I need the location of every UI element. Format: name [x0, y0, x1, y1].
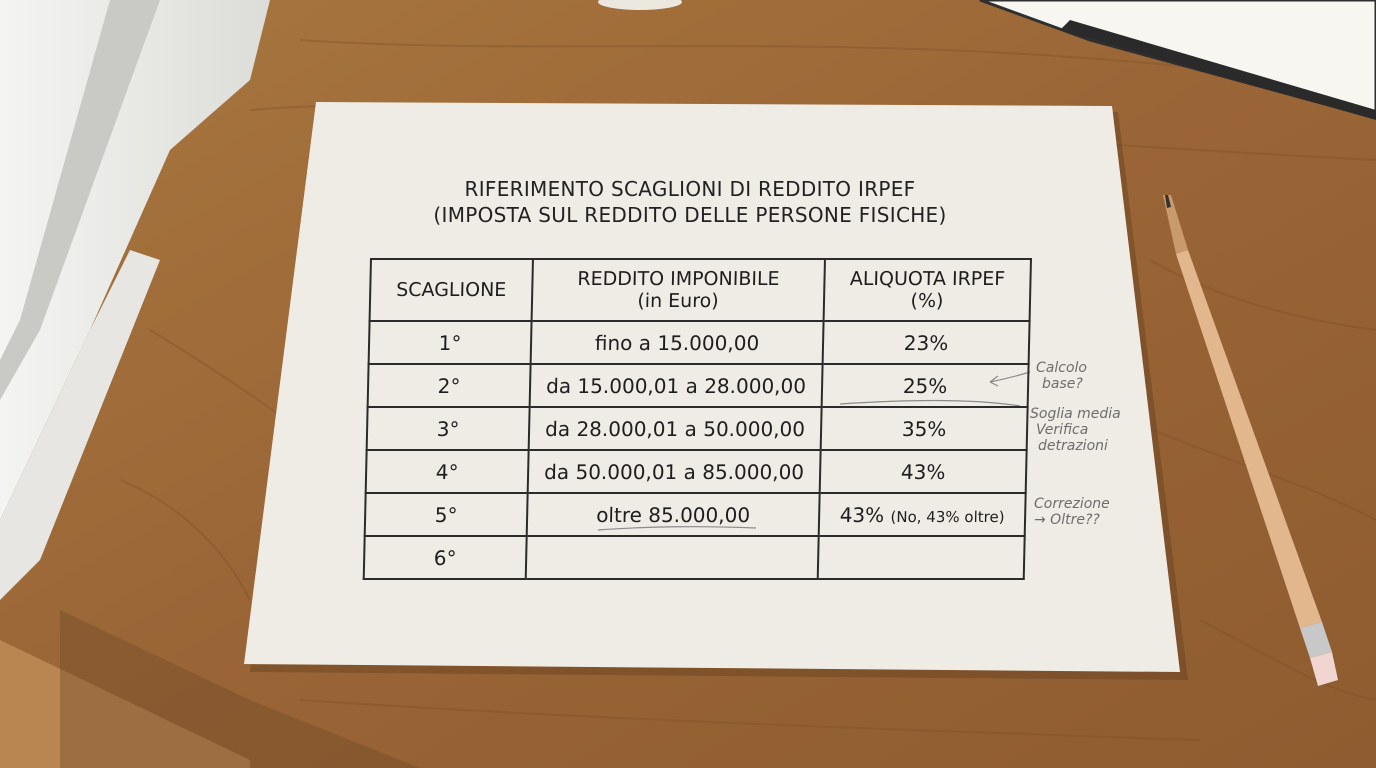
cell-aliquota: 23% [823, 321, 1030, 364]
cell-reddito: da 15.000,01 a 28.000,00 [530, 364, 823, 407]
cell-reddito: fino a 15.000,00 [531, 321, 824, 364]
header-scaglione: SCAGLIONE [370, 259, 533, 321]
tax-brackets-table [363, 258, 1032, 580]
cell-aliquota: 35% [821, 407, 1028, 450]
cell-scaglione: 5° [365, 493, 528, 536]
cell-aliquota: 25% [822, 364, 1029, 407]
note-correzione-line-2: → Oltre?? [1034, 512, 1100, 528]
cell-scaglione: 2° [368, 364, 531, 407]
table-row [368, 364, 1029, 407]
note-soglia-line-2: Verifica [1036, 422, 1089, 438]
note-soglia-media [1030, 406, 1121, 454]
note-correzione [1034, 496, 1110, 528]
cell-reddito: da 28.000,01 a 50.000,00 [529, 407, 822, 450]
title-line-2: (IMPOSTA SUL REDDITO DELLE PERSONE FISICHE) [433, 203, 947, 227]
table-row [364, 536, 1025, 579]
note-correzione-line-1: Correzione [1034, 496, 1110, 512]
cell-aliquota-value: 43% [839, 502, 885, 527]
header-reddito-line-1: REDDITO IMPONIBILE [577, 268, 780, 290]
cell-reddito [526, 536, 819, 579]
note-soglia-line-3: detrazioni [1038, 438, 1108, 454]
cell-aliquota: 43% [820, 450, 1027, 493]
table-header-row [370, 259, 1031, 321]
header-aliquota-line-2: (%) [910, 290, 944, 312]
title-line-1: RIFERIMENTO SCAGLIONI DI REDDITO IRPEF [464, 177, 916, 201]
document-title [380, 176, 1000, 228]
cell-aliquota [819, 493, 1026, 536]
cell-aliquota [818, 536, 1025, 579]
header-reddito-line-2: (in Euro) [637, 290, 719, 312]
cell-reddito: oltre 85.000,00 [527, 493, 820, 536]
cell-reddito: da 50.000,01 a 85.000,00 [528, 450, 821, 493]
cell-scaglione: 4° [366, 450, 529, 493]
table-row [369, 321, 1030, 364]
header-reddito [532, 259, 825, 321]
cell-scaglione: 3° [367, 407, 530, 450]
table-row [367, 407, 1028, 450]
cell-aliquota-note: (No, 43% oltre) [890, 507, 1005, 526]
note-calcolo-line-2: base? [1042, 376, 1083, 392]
note-soglia-line-1: Soglia media [1030, 406, 1121, 422]
note-calcolo-base [1036, 360, 1087, 392]
header-aliquota-line-1: ALIQUOTA IRPEF [849, 268, 1006, 290]
table-row [365, 493, 1026, 536]
note-calcolo-line-1: Calcolo [1036, 360, 1087, 376]
cell-scaglione: 6° [364, 536, 527, 579]
cell-scaglione: 1° [369, 321, 532, 364]
table-row [366, 450, 1027, 493]
header-aliquota [824, 259, 1031, 321]
